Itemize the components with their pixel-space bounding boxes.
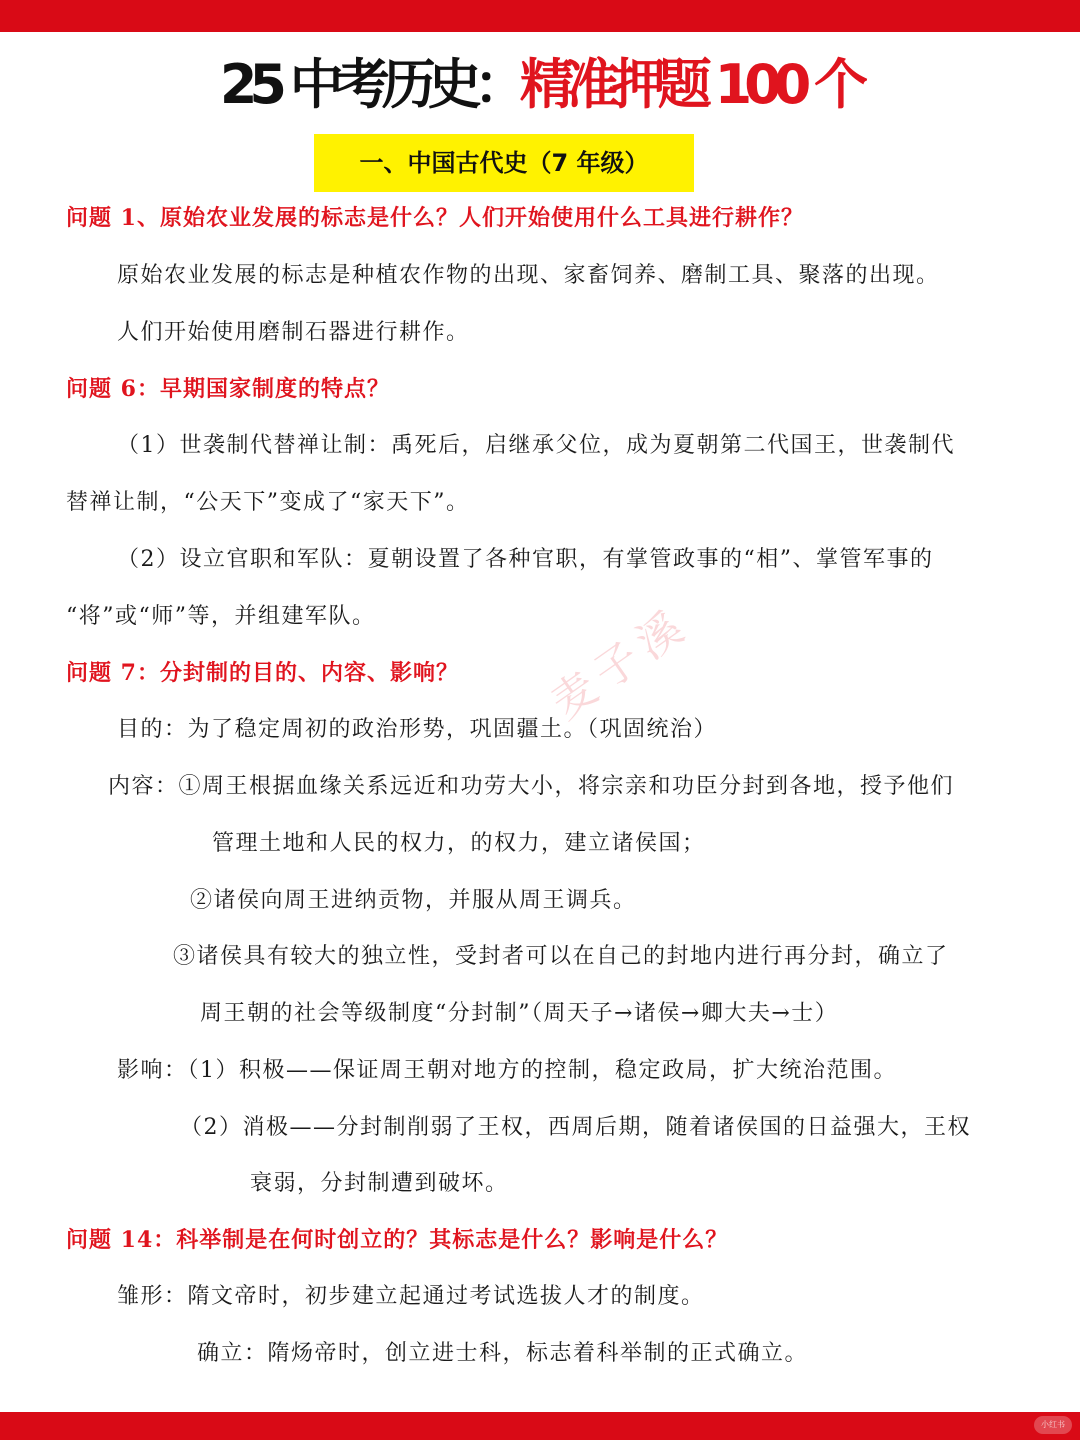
q7-answer-line: ②诸侯向周王进纳贡物，并服从周王调兵。 (190, 888, 637, 913)
question-6-title: 问题 6：早期国家制度的特点？ (66, 376, 390, 402)
section-heading: 一、中国古代史（7 年级） (314, 134, 694, 192)
top-red-bar (0, 0, 1080, 32)
q7-answer-line: （2）消极——分封制削弱了王权，西周后期，随着诸侯国的日益强大，王权 (180, 1115, 971, 1140)
q6-answer-line: “将”或“师”等，并组建军队。 (66, 604, 376, 629)
q6-answer-line: （1）世袭制代替禅让制：禹死后，启继承父位，成为夏朝第二代国王，世袭制代 (117, 433, 955, 458)
q1-answer-line: 人们开始使用磨制石器进行耕作。 (117, 320, 470, 345)
q14-answer-line: 确立：隋炀帝时，创立进士科，标志着科举制的正式确立。 (197, 1341, 809, 1366)
title-black-part: 25 中考历史： (219, 53, 520, 116)
watermark: 麦子溪 (542, 598, 700, 730)
q7-answer-line: 管理土地和人民的权力，的权力，建立诸侯国； (212, 831, 706, 856)
q7-answer-line: 衰弱，分封制遭到破坏。 (250, 1171, 509, 1196)
q7-answer-line: 影响：（1）积极——保证周王朝对地方的控制，稳定政局，扩大统治范围。 (117, 1058, 897, 1083)
q6-answer-line: 替禅让制，“公天下”变成了“家天下”。 (66, 490, 470, 515)
question-7-title: 问题 7：分封制的目的、内容、影响？ (66, 660, 459, 686)
q6-answer-line: （2）设立官职和军队：夏朝设置了各种官职，有掌管政事的“相”、掌管军事的 (117, 547, 934, 572)
q7-answer-line: ③诸侯具有较大的独立性，受封者可以在自己的封地内进行再分封，确立了 (173, 944, 949, 969)
q7-answer-line: 内容：①周王根据血缘关系远近和功劳大小，将宗亲和功臣分封到各地，授予他们 (108, 774, 955, 799)
q14-answer-line: 雏形：隋文帝时，初步建立起通过考试选拔人才的制度。 (117, 1284, 705, 1309)
title-red-part: 精准押题 100 个 (519, 53, 861, 116)
q7-answer-line: 目的：为了稳定周初的政治形势，巩固疆土。（巩固统治） (117, 717, 718, 742)
question-1-title: 问题 1、原始农业发展的标志是什么？人们开始使用什么工具进行耕作？ (66, 205, 804, 231)
bottom-red-bar (0, 1412, 1080, 1440)
page-title (0, 40, 1080, 130)
platform-badge: 小红书 (1034, 1416, 1072, 1434)
question-14-title: 问题 14：科举制是在何时创立的？其标志是什么？影响是什么？ (66, 1227, 729, 1253)
q1-answer-line: 原始农业发展的标志是种植农作物的出现、家畜饲养、磨制工具、聚落的出现。 (117, 263, 940, 288)
q7-answer-line: 周王朝的社会等级制度“分封制”（周天子→诸侯→卿大夫→士） (200, 1001, 839, 1026)
